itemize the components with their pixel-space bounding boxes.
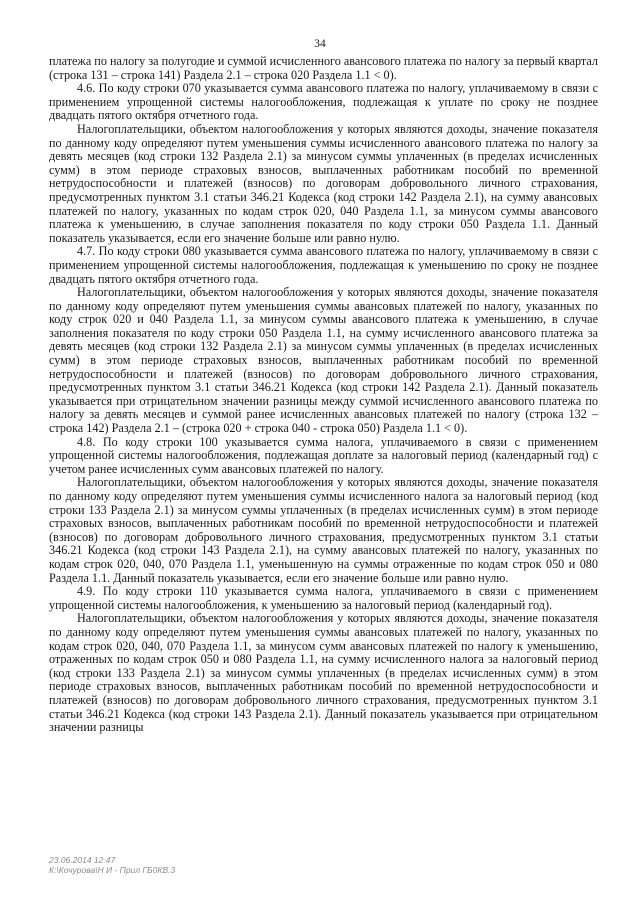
paragraph-4-9-details: Налогоплательщики, объектом налогообложения у которых являются доходы, значение показателя по данному коду определяют путем уменьшения суммы авансовых платежей по налогу, указанных по кодам строк 020, 040, 070 Раздела 1.1, за минусом сумм авансовых платежей по налогу к уменьшению, отраженных по кодам строк 050 и 080 Раздела 1.1, на сумму исчисленного налога за налоговый период (код строки 133 Раздела 2.1) за минусом суммы уплаченных (в пределах исчисленных сумм) в этом периоде страховых взносов, выплаченных работникам пособий по временной нетрудоспособности и платежей (взносов) по договорам добровольного личного страхования, предусмотренных пунктом 3.1 статьи 346.21 Кодекса (код строки 143 Раздела 2.1). Данный показатель указывается при отрицательном значении разницы: [49, 611, 598, 735]
paragraph-4-7-details: Налогоплательщики, объектом налогообложения у которых являются доходы, значение показателя по данному коду определяют путем уменьшения суммы авансовых платежей по налогу, указанных по коду строк 020 и 040 Раздела 1.1, за минусом суммы авансового платежа к уменьшению, в случае заполнения показателя по коду строки 050 Раздела 1.1, на сумму исчисленного авансового платежа за девять месяцев (код строки 132 Раздела 2.1) за минусом суммы уплаченных (в пределах исчисленных сумм) в этом периоде страховых взносов, выплаченных работникам пособий по временной нетрудоспособности и платежей (взносов) по договорам добровольного личного страхования, предусмотренных пунктом 3.1 статьи 346.21 Кодекса (код строки 142 Раздела 2.1). Данный показатель указывается при отрицательном значении разницы между суммой исчисленного авансового платежа по налогу за девять месяцев и суммой ранее исчисленных авансовых платежей по налогу (строка 132 – строка 142) Раздела 2.1 – (строка 020 + строка 040 - строка 050) Раздела 1.1 < 0).: [49, 285, 598, 436]
paragraph-4-9: 4.9. По коду строки 110 указывается сумма налога, уплачиваемого в связи с применением упрощенной системы налогообложения, к уменьшению за налоговый период (календарный год).: [49, 584, 598, 612]
paragraph-4-8-details: Налогоплательщики, объектом налогообложения у которых являются доходы, значение показателя по данному коду определяют путем уменьшения суммы исчисленного налога за налоговый период (код строки 133 Раздела 2.1) за минусом суммы уплаченных (в пределах исчисленных сумм) в этом периоде страховых взносов, выплаченных работникам пособий по временной нетрудоспособности и платежей (взносов) по договорам добровольного личного страхования, предусмотренных пунктом 3.1 статьи 346.21 Кодекса (код строки 143 Раздела 2.1), на сумму авансовых платежей по налогу, указанных по кодам строк 020, 040, 070 Раздела 1.1, уменьшенную на суммы отраженные по кодам строк 050 и 080 Раздела 1.1. Данный показатель указывается, если его значение больше или равно нулю.: [49, 475, 598, 585]
body-text: [49, 55, 598, 735]
footer-date: 23.06.2014 12:47: [49, 855, 116, 865]
paragraph-4-6-details: Налогоплательщики, объектом налогообложения у которых являются доходы, значение показателя по данному коду определяют путем уменьшения суммы исчисленного авансового платежа по налогу за девять месяцев (код строки 132 Раздела 2.1) за минусом суммы уплаченных (в пределах исчисленных сумм) в этом периоде страховых взносов, выплаченных работникам пособий по временной нетрудоспособности и платежей (взносов) по договорам добровольного личного страхования, предусмотренных пунктом 3.1 статьи 346.21 Кодекса (код строки 142 Раздела 2.1), на сумму авансовых платежей по налогу, указанных по кодам строк 020, 040 Раздела 1.1, за минусом суммы авансового платежа к уменьшению, в случае заполнения показателя по коду строки 050 Раздела 1.1. Данный показатель указывается, если его значение больше или равно нулю.: [49, 121, 598, 245]
page-number: 34: [314, 38, 326, 50]
paragraph-4-6: 4.6. По коду строки 070 указывается сумма авансового платежа по налогу, уплачиваемому в связи с применением упрощенной системы налогообложения, подлежащая к уплате по сроку не позднее двадцать пятого октября отчетного года.: [49, 81, 598, 123]
paragraph-continuation: платежа по налогу за полугодие и суммой исчисленного авансового платежа по налогу за первый квартал (строка 131 – строка 141) Раздела 2.1 – строка 020 Раздела 1.1 < 0).: [49, 54, 599, 82]
paragraph-4-7: 4.7. По коду строки 080 указывается сумма авансового платежа по налогу, уплачиваемому в связи с применением упрощенной системы налогообложения, подлежащая к уменьшению по сроку не позднее двадцать пятого октября отчетного года.: [49, 244, 598, 286]
page-footer: [49, 855, 175, 875]
paragraph-4-8: 4.8. По коду строки 100 указывается сумма налога, уплачиваемого в связи с применением упрощенной системы налогообложения, подлежащая доплате за налоговый период (календарный год) с учетом ранее исчисленных сумм авансовых платежей по налогу.: [49, 434, 598, 476]
footer-file-path: К:\Кочурова\Н И - Прил ГБ0КВ.3: [49, 865, 176, 875]
